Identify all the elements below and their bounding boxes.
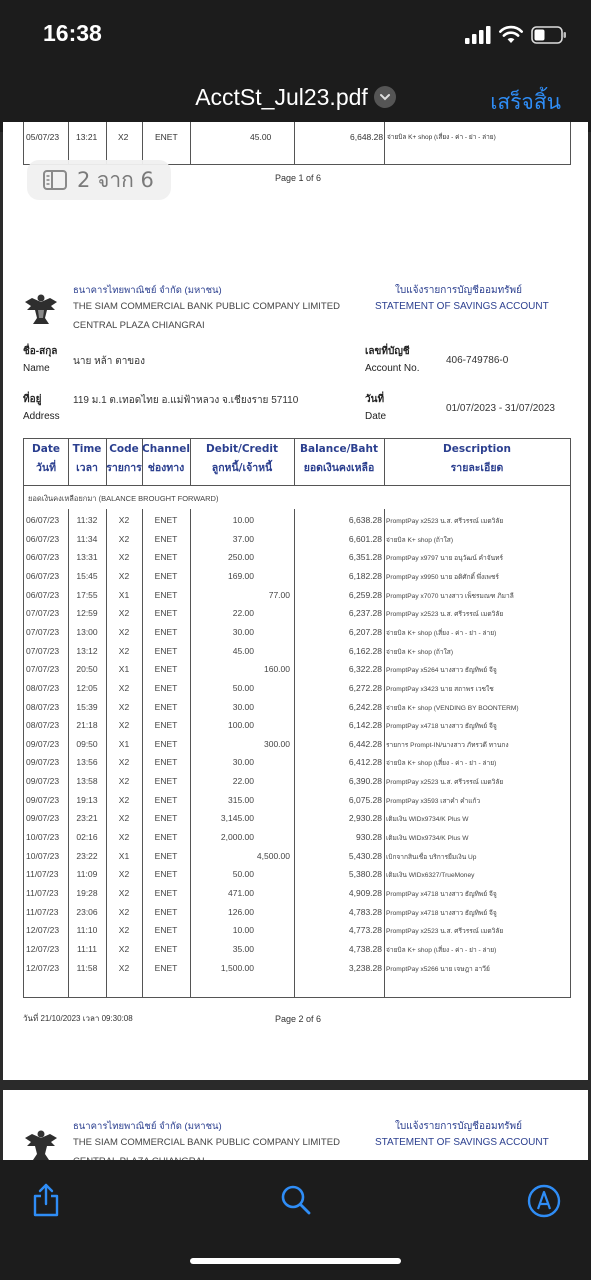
date-label-thai: วันที่ [365, 394, 385, 405]
row-time: 19:13 [76, 794, 98, 805]
page3-bank-name-thai: ธนาคารไทยพาณิชย์ จำกัด (มหาชน) [73, 1121, 222, 1132]
print-timestamp: วันที่ 21/10/2023 เวลา 09:30:08 [23, 1014, 133, 1023]
row-debit: 30.00 [232, 701, 254, 712]
row-debit: 10.00 [232, 515, 254, 525]
account-holder-name: นาย หล้า ตาของ [73, 356, 146, 367]
row-debit: 1,500.00 [220, 962, 254, 973]
row-credit: 300.00 [264, 738, 290, 749]
row-channel: ENET [154, 925, 178, 936]
row-balance: 6,259.28 [348, 589, 382, 600]
page-indicator[interactable] [27, 160, 171, 200]
page1-row-date: 05/07/23 [26, 132, 60, 142]
table-row [24, 586, 570, 605]
row-description: เติมเงิน WIDx6327/TrueMoney [386, 872, 475, 880]
table-row [24, 772, 570, 791]
row-time: 23:21 [76, 813, 98, 824]
row-channel: ENET [154, 570, 178, 581]
row-code: X2 [118, 645, 130, 656]
row-description: จ่ายบิล K+ shop (เสี่ยง - ค่า - ย่า - ล่าย) [386, 760, 497, 768]
chevron-down-icon[interactable] [374, 86, 396, 108]
row-description: PromptPay x4718 นางสาว ธัญทิพย์ จีจู [386, 723, 497, 731]
row-balance: 6,207.28 [348, 626, 382, 637]
row-channel: ENET [154, 533, 178, 544]
row-channel: ENET [154, 906, 178, 917]
row-balance: 6,162.28 [348, 645, 382, 656]
table-row [24, 959, 570, 978]
page1-row-code: X2 [118, 132, 129, 142]
row-balance: 5,430.28 [348, 850, 382, 861]
row-channel: ENET [154, 589, 178, 600]
page3-bank-name-english: THE SIAM COMMERCIAL BANK PUBLIC COMPANY LIMITED [73, 1137, 340, 1148]
column-header-debit-credit-thai: ลูกหนี้/เจ้าหนี้ [211, 462, 273, 474]
home-indicator[interactable] [190, 1258, 401, 1264]
row-code: X2 [118, 626, 130, 637]
row-time: 20:50 [76, 664, 98, 675]
status-bar [0, 0, 591, 70]
account-label-english: Account No. [365, 363, 420, 374]
page1-row-desc: จ่ายบิล K+ shop (เสี่ยง - ค่า - ย่า - ล่าย) [387, 134, 496, 141]
bank-name-english: THE SIAM COMMERCIAL BANK PUBLIC COMPANY LIMITED [73, 301, 340, 312]
row-time: 13:12 [76, 645, 98, 656]
row-balance: 6,242.28 [348, 701, 382, 712]
row-balance: 6,442.28 [348, 738, 382, 749]
address-label-thai: ที่อยู่ [23, 394, 42, 405]
row-code: X2 [118, 925, 130, 936]
pdf-page-2 [3, 254, 588, 1080]
table-row [24, 716, 570, 735]
row-description: PromptPay x3423 นาย สถาพร เวชใช [386, 685, 494, 693]
row-code: X1 [118, 738, 130, 749]
transaction-table [23, 438, 571, 998]
row-date: 10/07/23 [26, 850, 60, 861]
row-debit: 22.00 [232, 776, 254, 787]
table-row [24, 642, 570, 661]
row-description: จ่ายบิล K+ shop (เสี่ยง - ค่า - ย่า - ล่าย) [386, 946, 497, 954]
table-row [24, 511, 570, 530]
row-code: X2 [118, 552, 130, 563]
status-time: 16:38 [43, 20, 102, 46]
row-balance: 6,412.28 [348, 757, 382, 768]
row-channel: ENET [154, 832, 178, 843]
row-channel: ENET [154, 608, 178, 619]
row-code: X2 [118, 794, 130, 805]
row-description: PromptPay x5264 นางสาว ธัญทิพย์ จีจู [386, 667, 497, 675]
row-date: 09/07/23 [26, 813, 60, 824]
column-header-time-thai: เวลา [76, 462, 98, 474]
statement-title-thai: ใบแจ้งรายการบัญชีออมทรัพย์ [395, 285, 522, 296]
page1-row-debit: 45.00 [250, 132, 272, 142]
page1-table-tail [23, 122, 571, 165]
column-header-time: Time [72, 443, 102, 455]
row-balance: 3,238.28 [348, 962, 382, 973]
sidebar-icon [43, 170, 67, 190]
row-channel: ENET [154, 720, 178, 731]
row-balance: 6,638.28 [348, 515, 382, 525]
row-date: 10/07/23 [26, 832, 60, 843]
row-balance: 930.28 [356, 832, 382, 843]
table-row [24, 809, 570, 828]
row-channel: ENET [154, 645, 178, 656]
table-row [24, 679, 570, 698]
row-description: จ่ายบิล K+ shop (VENDING BY BOONTERM) [386, 704, 519, 712]
row-description: PromptPay x9797 นาย อนุวัฒน์ คำจันทร์ [386, 555, 503, 563]
row-channel: ENET [154, 794, 178, 805]
row-debit: 10.00 [232, 925, 254, 936]
page-indicator-text: 2 จาก 6 [77, 167, 154, 192]
row-balance: 6,237.28 [348, 608, 382, 619]
row-balance: 5,380.28 [348, 869, 382, 880]
row-debit: 50.00 [232, 869, 254, 880]
row-debit: 169.00 [228, 570, 254, 581]
row-time: 12:05 [76, 682, 98, 693]
address-value: 119 ม.1 ต.เทอดไทย อ.แม่ฟ้าหลวง จ.เชียงราย 57110 [73, 395, 299, 406]
row-description: จ่ายบิล K+ shop (ถ้าใส) [386, 536, 454, 544]
row-debit: 126.00 [228, 906, 254, 917]
share-icon[interactable] [30, 1182, 62, 1218]
table-row [24, 921, 570, 940]
row-time: 15:39 [76, 701, 98, 712]
name-label-english: Name [23, 363, 50, 374]
row-date: 06/07/23 [26, 533, 60, 544]
row-date: 07/07/23 [26, 664, 60, 675]
table-row [24, 753, 570, 772]
column-header-channel: Channel [142, 443, 190, 455]
row-description: รายการ Prompt-IN/นางสาว ภัทรวดี ทานกง [386, 741, 509, 749]
row-debit: 315.00 [228, 794, 254, 805]
row-code: X2 [118, 906, 130, 917]
table-row [24, 884, 570, 903]
row-date: 07/07/23 [26, 608, 60, 619]
row-date: 08/07/23 [26, 720, 60, 731]
row-channel: ENET [154, 701, 178, 712]
row-balance: 6,272.28 [348, 682, 382, 693]
row-date: 06/07/23 [26, 570, 60, 581]
row-channel: ENET [154, 776, 178, 787]
row-date: 07/07/23 [26, 645, 60, 656]
row-code: X2 [118, 533, 130, 544]
row-balance: 4,909.28 [348, 888, 382, 898]
row-date: 06/07/23 [26, 552, 60, 563]
row-description: เบิกจากสินเชื่อ บริการยืมเงิน Up [386, 853, 477, 861]
row-date: 12/07/23 [26, 943, 60, 954]
table-row [24, 567, 570, 586]
balance-brought-forward: ยอดเงินคงเหลือยกมา (BALANCE BROUGHT FORWARD) [28, 494, 219, 503]
column-header-date: Date [32, 443, 60, 455]
row-code: X1 [118, 664, 130, 675]
column-header-balance-thai: ยอดเงินคงเหลือ [303, 462, 375, 474]
pdf-viewer[interactable] [0, 132, 591, 1160]
done-button[interactable]: เสร็จสิ้น [490, 91, 561, 114]
row-time: 13:31 [76, 552, 98, 563]
row-time: 11:10 [76, 925, 98, 936]
table-row [24, 865, 570, 884]
row-balance: 6,601.28 [348, 533, 382, 544]
row-debit: 30.00 [232, 626, 254, 637]
row-channel: ENET [154, 813, 178, 824]
wifi-icon [499, 26, 523, 44]
column-header-code: Code [109, 443, 139, 455]
row-code: X2 [118, 701, 130, 712]
row-time: 13:00 [76, 626, 98, 637]
row-date: 08/07/23 [26, 701, 60, 712]
cellular-signal-icon [465, 26, 491, 44]
row-description: PromptPay x2523 น.ส. ศรีวรรณ์ เมดวิลัย [386, 928, 504, 936]
row-date: 07/07/23 [26, 626, 60, 637]
page1-row-balance: 6,648.28 [350, 132, 384, 142]
row-balance: 6,390.28 [348, 776, 382, 787]
row-date: 09/07/23 [26, 776, 60, 787]
row-balance: 4,738.28 [348, 943, 382, 954]
row-debit: 30.00 [232, 757, 254, 768]
search-icon[interactable] [280, 1184, 312, 1216]
row-debit: 45.00 [232, 645, 254, 656]
row-code: X1 [118, 589, 130, 600]
row-time: 09:50 [76, 738, 98, 749]
row-date: 06/07/23 [26, 515, 60, 525]
row-channel: ENET [154, 664, 178, 675]
row-debit: 100.00 [228, 720, 254, 731]
row-date: 08/07/23 [26, 682, 60, 693]
row-debit: 50.00 [232, 682, 254, 693]
row-description: PromptPay x3593 เสาคำ คำแก้ว [386, 797, 481, 805]
status-icons [465, 24, 567, 46]
row-balance: 6,182.28 [348, 570, 382, 581]
row-balance: 4,773.28 [348, 925, 382, 936]
row-time: 23:22 [76, 850, 98, 861]
row-date: 12/07/23 [26, 925, 60, 936]
row-description: PromptPay x5266 นาย เจษฎา อาวีย์ [386, 965, 490, 973]
page1-footer: Page 1 of 6 [275, 173, 322, 183]
row-debit: 22.00 [232, 608, 254, 619]
battery-icon [531, 26, 567, 44]
row-date: 11/07/23 [26, 906, 59, 917]
scb-garuda-logo-page3 [23, 1128, 59, 1162]
row-debit: 250.00 [228, 552, 254, 563]
table-row [24, 847, 570, 866]
row-channel: ENET [154, 682, 178, 693]
page3-statement-title-thai: ใบแจ้งรายการบัญชีออมทรัพย์ [395, 1121, 522, 1132]
page1-row-channel: ENET [155, 132, 178, 142]
row-description: PromptPay x2523 น.ส. ศรีวรรณ์ เมดวิลัย [386, 779, 504, 787]
column-header-balance: Balance/Baht [299, 443, 378, 455]
table-row [24, 660, 570, 679]
row-code: X2 [118, 515, 130, 525]
row-channel: ENET [154, 943, 178, 954]
row-code: X1 [118, 850, 130, 861]
row-description: PromptPay x2523 น.ส. ศรีวรรณ์ เมดวิลัย [386, 518, 504, 525]
row-channel: ENET [154, 757, 178, 768]
table-row [24, 903, 570, 922]
column-header-code-thai: รายการ [106, 462, 142, 474]
table-row [24, 530, 570, 549]
column-header-description: Description [443, 443, 511, 455]
table-row [24, 548, 570, 567]
row-debit: 2,000.00 [220, 832, 254, 843]
row-description: PromptPay x9950 นาย อดิศักดิ์ พึ่งเพชร์ [386, 573, 499, 581]
row-debit: 37.00 [232, 533, 254, 544]
row-description: จ่ายบิล K+ shop (เสี่ยง - ค่า - ย่า - ล่าย) [386, 629, 497, 637]
bank-name-thai: ธนาคารไทยพาณิชย์ จำกัด (มหาชน) [73, 285, 222, 296]
row-balance: 2,930.28 [348, 813, 382, 824]
row-time: 17:55 [76, 589, 98, 600]
scb-garuda-logo [23, 292, 59, 326]
row-code: X2 [118, 720, 130, 731]
column-header-debit-credit: Debit/Credit [206, 443, 278, 455]
row-code: X2 [118, 869, 130, 880]
row-time: 11:32 [76, 515, 98, 525]
row-date: 11/07/23 [26, 869, 59, 880]
row-date: 11/07/23 [26, 888, 59, 898]
row-channel: ENET [154, 626, 178, 637]
row-channel: ENET [154, 552, 178, 563]
row-balance: 6,075.28 [348, 794, 382, 805]
row-debit: 3,145.00 [220, 813, 254, 824]
account-label-thai: เลขที่บัญชี [365, 346, 410, 357]
row-time: 11:58 [76, 962, 98, 973]
row-date: 09/07/23 [26, 794, 60, 805]
row-description: PromptPay x2523 น.ส. ศรีวรรณ์ เมดวิลัย [386, 611, 504, 619]
row-time: 11:11 [76, 943, 97, 954]
row-code: X2 [118, 888, 130, 898]
row-date: 12/07/23 [26, 962, 60, 973]
row-channel: ENET [154, 850, 178, 861]
row-date: 09/07/23 [26, 738, 60, 749]
page2-footer: Page 2 of 6 [275, 1014, 322, 1024]
column-header-date-thai: วันที่ [36, 462, 56, 474]
row-code: X2 [118, 943, 130, 954]
row-time: 13:58 [76, 776, 98, 787]
markup-icon[interactable] [527, 1184, 561, 1218]
row-description: PromptPay x7070 นางสาว เพ็ชรมณฑ ภิมาลี [386, 592, 514, 600]
row-credit: 77.00 [268, 589, 290, 600]
row-channel: ENET [154, 515, 178, 525]
row-balance: 4,783.28 [348, 906, 382, 917]
table-row [24, 940, 570, 959]
row-description: PromptPay x4718 นางสาว ธัญทิพย์ จีจู [386, 891, 497, 898]
row-description: เติมเงิน WIDx9734/K Plus W [386, 835, 469, 843]
row-credit: 4,500.00 [256, 850, 290, 861]
table-row [24, 828, 570, 847]
statement-title-english: STATEMENT OF SAVINGS ACCOUNT [375, 301, 549, 312]
row-time: 19:28 [76, 888, 98, 898]
table-row [24, 791, 570, 810]
row-balance: 6,142.28 [348, 720, 382, 731]
row-channel: ENET [154, 888, 178, 898]
row-time: 23:06 [76, 906, 98, 917]
table-row [24, 604, 570, 623]
page3-statement-title-english: STATEMENT OF SAVINGS ACCOUNT [375, 1137, 549, 1148]
row-balance: 6,351.28 [348, 552, 382, 563]
column-header-channel-thai: ช่องทาง [147, 462, 185, 474]
row-debit: 35.00 [232, 943, 254, 954]
row-description: เติมเงิน WIDx9734/K Plus W [386, 816, 469, 824]
row-code: X2 [118, 776, 130, 787]
row-code: X2 [118, 682, 130, 693]
row-channel: ENET [154, 962, 178, 973]
row-debit: 471.00 [228, 888, 254, 898]
row-code: X2 [118, 962, 130, 973]
row-code: X2 [118, 813, 130, 824]
account-number: 406-749786-0 [446, 355, 509, 366]
row-channel: ENET [154, 738, 178, 749]
row-time: 13:56 [76, 757, 98, 768]
table-row [24, 698, 570, 717]
row-time: 21:18 [76, 720, 98, 731]
table-row [24, 623, 570, 642]
row-code: X2 [118, 757, 130, 768]
row-code: X2 [118, 832, 130, 843]
date-label-english: Date [365, 411, 387, 422]
table-row [24, 735, 570, 754]
row-date: 06/07/23 [26, 589, 60, 600]
address-label-english: Address [23, 411, 60, 422]
row-code: X2 [118, 570, 130, 581]
row-description: PromptPay x4718 นางสาว ธัญทิพย์ จีจู [386, 909, 497, 917]
row-time: 11:34 [76, 533, 98, 544]
row-credit: 160.00 [264, 664, 290, 675]
row-balance: 6,322.28 [348, 664, 382, 675]
row-channel: ENET [154, 869, 178, 880]
row-time: 02:16 [76, 832, 98, 843]
document-title-text: AcctSt_Jul23.pdf [195, 84, 368, 110]
branch-name: CENTRAL PLAZA CHIANGRAI [73, 320, 205, 331]
row-time: 15:45 [76, 570, 98, 581]
row-date: 09/07/23 [26, 757, 60, 768]
name-label-thai: ชื่อ-สกุล [23, 346, 58, 357]
statement-period: 01/07/2023 - 31/07/2023 [446, 403, 555, 414]
column-header-description-thai: รายละเอียด [450, 462, 504, 474]
row-code: X2 [118, 608, 130, 619]
page1-row-time: 13:21 [76, 132, 98, 142]
row-description: จ่ายบิล K+ shop (ถ้าใส) [386, 648, 454, 656]
row-time: 12:59 [76, 608, 98, 619]
row-time: 11:09 [76, 869, 98, 880]
